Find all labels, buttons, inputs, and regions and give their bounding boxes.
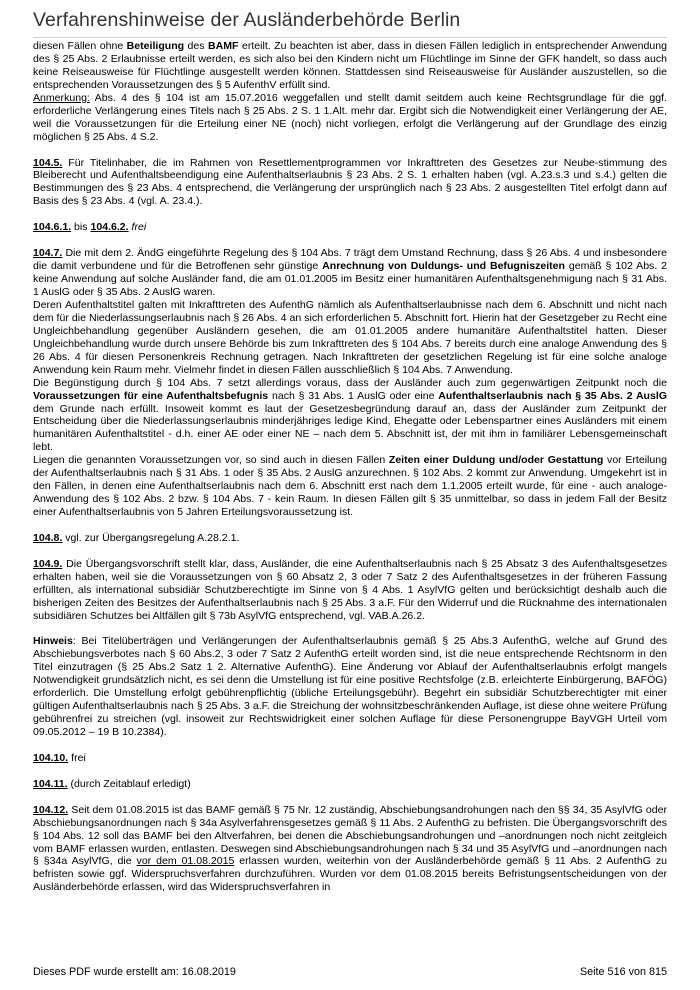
hinweis-paragraph — [33, 635, 667, 739]
section-104-7-para-2: Deren Aufenthaltstitel galten mit Inkrafttreten des AufenthG nämlich als Aufenthaltserlaubnisse nach dem 6. Abschnitt und nicht nach dem für die Niederlassungserlaubnis nach § 26 Abs. 4 an sich erforderlichen 5. Abschnitt fort. Hierin hat der Gesetzgeber zu Recht eine Ungleichbehandlung gegenüber Ausländern gesehen, die am 01.01.2005 andere humanitäre Aufenthaltstitel hatten. Dieser Ungleichbehandlung wurde durch unsere Behörde bis zum Inkrafttreten des § 104 Abs. 7 bereits durch eine analoge Anwendung des § 26 Abs. 4 für diesen Personenkreis Rechnung getragen. Nach Inkrafttreten der gesetzlichen Regelung ist für eine solche analoge Anwendung kein Raum mehr. Vielmehr findet in diesen Fällen ausschließlich § 104 Abs. 7 Anwendung. — [33, 298, 667, 376]
section-number: 104.8. — [33, 531, 63, 544]
section-number: 104.6.1. — [33, 221, 72, 234]
hinweis-label: Hinweis — [33, 635, 73, 648]
text: Abs. 4 des § 104 ist am 15.07.2016 weggefallen und stellt damit seitdem auch keine Rechtsgrundlage für die ggf. erforderliche Verlängerung eines Titels nach § 25 Abs. 2 S. 1 1.Alt. mehr dar. Ergibt sich die Notwendigkeit einer Verlängerung der AE, weil die Voraussetzungen für die Erteilung einer NE (noch) nicht vorliegen, erfolgt die Verlängerung auf der Grundlage des einzig möglichen § 25 Abs. 4 S.2. — [33, 91, 667, 143]
text: Für Titelinhaber, die im Rahmen von Resettlementprogrammen vor Inkrafttreten des Gesetzes zur Neube-stimmung des Bleiberecht und Aufenthaltsbeendigung eine Aufenthaltserlaubnis § 23 Abs. 2 S. 1 erhalten haben (vgl. A.23.s.3 und s.4.) gelten die Bestimmungen des § 23 Abs. 4 entsprechend, die Verlängerung der ursprünglich nach § 23 Abs. 2 ausgestellten Titel erfolgt dann auf Basis des § 23 Abs. 4 (vgl. A. 23.4.). — [33, 156, 667, 208]
page-number: Seite 516 von 815 — [579, 966, 667, 978]
section-number: 104.7. — [33, 247, 63, 260]
section-number: 104.5. — [33, 156, 63, 169]
section-104-12 — [33, 804, 667, 895]
section-104-6 — [33, 221, 667, 234]
anmerkung-label: Anmerkung: — [33, 91, 90, 104]
text: Die Übergangsvorschrift stellt klar, dass, Ausländer, die eine Aufenthaltserlaubnis nach § 25 Absatz 3 des Aufenthaltsgesetzes erhalten haben, weil sie die Voraussetzungen von § 60 Absatz 2, 3 oder 7 Satz 2 des Aufenthaltsgesetzes in der früheren Fassung erfüllten, als international subsidiär Schutzberechtigte im Sinne von § 4 Abs. 1 AsylVfG gelten und berücksichtigt deshalb auch die bisherigen Zeiten des Besitzes der Aufenthaltserlaubnis nach § 25 Abs. 3 a.F. Für den Widerruf und die Rücknahme des internationalen subsidiären Schutzes bei Altfällen gilt § 73b AsylVfG entsprechend, vgl. VAB.A.26.2. — [33, 557, 667, 622]
section-104-7-para-3 — [33, 377, 667, 455]
underlined-date: vor dem 01.08.2015 — [136, 855, 235, 868]
section-number: 104.6.2. — [90, 221, 129, 234]
section-number: 104.9. — [33, 557, 63, 570]
section-104-10 — [33, 752, 667, 765]
page-title: Verfahrenshinweise der Ausländerbehörde Berlin — [33, 9, 461, 31]
header-divider — [33, 37, 667, 38]
bold-text: BAMF — [208, 40, 239, 52]
text: Die Begünstigung durch § 104 Abs. 7 setzt allerdings voraus, dass der Ausländer auch zum gegenwärtigen Zeitpunkt noch die — [33, 376, 667, 389]
text: Die mit dem 2. ÄndG eingeführte Regelung des § 104 Abs. 7 trägt dem Umstand Rechnung, dass § 26 Abs. 4 und insbesondere die damit verbundene und für die Betroffenen sehr günstige — [33, 247, 667, 273]
paragraph-continuation — [33, 40, 667, 92]
bold-text: Beteiligung — [126, 40, 185, 52]
text: diesen Fällen ohne — [33, 40, 127, 52]
paragraph-anmerkung — [33, 92, 667, 144]
text: Seit dem 01.08.2015 ist das BAMF gemäß § 75 Nr. 12 zuständig, Abschiebungsandrohungen nach den §§ 34, 35 AsylVfG oder Abschiebungsanordnungen nach § 34a Asylverfahrensgesetzes gemäß § 11 Abs. 2 AufenthG zu befristen. Die Übergangsvorschrift des § 104 Abs. 12 soll das BAMF bei den Altverfahren, bei denen die Abschiebungsandrohungen und –anordnungen noch nicht zeitgleich vom BAMF erlassen wurden, entlasten. Deswegen sind Abschiebungsandrohungen nach § 34 und 35 AsylVfG und –anordnungen nach § §34a AsylVfG, die — [33, 803, 667, 868]
section-104-7-para-4 — [33, 454, 667, 519]
text: (durch Zeitablauf erledigt) — [67, 777, 191, 790]
section-104-7 — [33, 247, 667, 299]
text: erlassen wurden, weiterhin von der Ausländerbehörde gemäß § 11 Abs. 2 AufenthG zu befristen sowie ggf. Widerspruchsverfahren durchzuführen. Wurden vor dem 01.08.2015 bereits Befristungsentscheidungen von der Ausländerbehörde erlassen, wird das Widerspruchsverfahren in — [33, 855, 667, 894]
section-104-11 — [33, 778, 667, 791]
bold-text: Anrechnung von Duldungs- und Befugniszeiten — [322, 260, 565, 273]
text: frei — [68, 751, 86, 764]
bold-text: Voraussetzungen für eine Aufenthaltsbefugnis — [33, 389, 269, 402]
text: vor Erteilung der Aufenthaltserlaubnis nach § 31 Abs. 1 oder § 35 Abs. 2 AuslG anzurechnen. § 102 Abs. 2 kommt zur Anwendung. Umgekehrt ist in den Fällen, in denen eine Aufenthaltserlaubnis nach dem 6. Abschnitt erst nach dem 1.1.2005 erteilt wurde, für eine - auch analoge- Anwendung des § 102 Abs. 2 bzw. § 104 Abs. 7 - kein Raum. In diesen Fällen gilt § 35 unmittelbar, so dass in jedem Fall der Besitz einer Aufenthaltserlaubnis von 5 Jahren Erteilungsvoraussetzung ist. — [33, 454, 667, 519]
creation-date: Dieses PDF wurde erstellt am: 16.08.2019 — [33, 966, 236, 978]
document-body — [33, 40, 667, 894]
frei-text: frei — [131, 221, 147, 234]
section-104-9 — [33, 558, 667, 623]
section-number: 104.11. — [33, 777, 68, 790]
text: nach § 31 Abs. 1 AuslG oder eine — [268, 389, 439, 402]
section-104-8 — [33, 532, 667, 545]
text: vgl. zur Übergangsregelung A.28.2.1. — [62, 531, 240, 544]
text: : Bei Titelüberträgen und Verlängerungen der Aufenthaltserlaubnis gemäß § 25 Abs.3 AufenthG, welche auf Grund des Abschiebungsverbotes nach § 60 Abs.2, 3 oder 7 Satz 2 AufenthG erteilt worden sind, ist die neue entsprechende Rechtsnorm in den Titel einzutragen (§ 25 Abs.2 Satz 1 2. Alternative AufenthG). Eine Änderung vor Ablauf der Aufenthaltserlaubnis erfolgt mangels Notwendigkeit grundsätzlich nicht, es sei denn die Umstellung ist für eine positive Rechtsfolge (z.B. erleichterte Einbürgerung, BAFÖG) erforderlich. Die Umstellung erfolgt gebührenpflichtig (übliche Erteilungsgebühr). Begehrt ein subsidiär Schutzberechtigter mit einer gültigen Aufenthaltserlaubnis nach § 25 Abs. 3 a.F. die Streichung der wohnsitzbeschränkenden Auflage, ist diese ohne weitere Prüfung gebührenfrei zu streichen (vgl. insoweit zur Rechtswidrigkeit einer solchen Auflage für diese Personengruppe BayVGH Urteil vom 09.05.2012 – 19 B 10.2384). — [33, 635, 667, 739]
text: Liegen die genannten Voraussetzungen vor, so sind auch in diesen Fällen — [33, 454, 389, 467]
bold-text: Zeiten einer Duldung und/oder Gestattung — [388, 454, 604, 467]
text: gemäß § 102 Abs. 2 keine Anwendung auf solche Ausländer fand, die am 01.01.2005 im Besitz einer humanitären Aufenthaltsgenehmigung nach § 31 Abs. 1 AuslG oder § 35 Abs. 2 AuslG waren. — [33, 260, 668, 298]
text: bis — [71, 221, 91, 234]
bold-text: Aufenthaltserlaubnis nach § 35 Abs. 2 AuslG — [438, 389, 668, 402]
section-number: 104.12. — [33, 803, 69, 816]
section-number: 104.10. — [33, 751, 69, 764]
page-header — [33, 9, 667, 32]
text: erteilt. Zu beachten ist aber, dass in diesen Fällen lediglich in entsprechender Anwendung des § 25 Abs. 2 Erlaubnisse erteilt werden, es sich also bei den Kindern nicht um Flüchtlinge im Sinne der GFK handelt, so dass auch keine Reiseausweise für Flüchtlinge ausgestellt werden können. Stattdessen sind Reiseausweise für Ausländer auszustellen, so die entsprechenden Voraussetzungen des § 5 AufenthV erfüllt sind. — [33, 40, 667, 91]
text: des — [184, 40, 209, 52]
text: dem Grunde nach erfüllt. Insoweit kommt es laut der Gesetzesbegründung darauf an, dass der Ausländer zum Zeitpunkt der Entscheidung über die Niederlassungserlaubnis minderjähriges ledige Kind, Ehegatte oder Lebenspartner eines Ausländers mit einem humanitären Aufenthaltstitel - d.h. einer AE oder einer NE – nach dem 5. Abschnitt ist, der mit ihm in familiärer Lebensgemeinschaft lebt. — [33, 402, 667, 454]
section-104-5 — [33, 157, 667, 209]
